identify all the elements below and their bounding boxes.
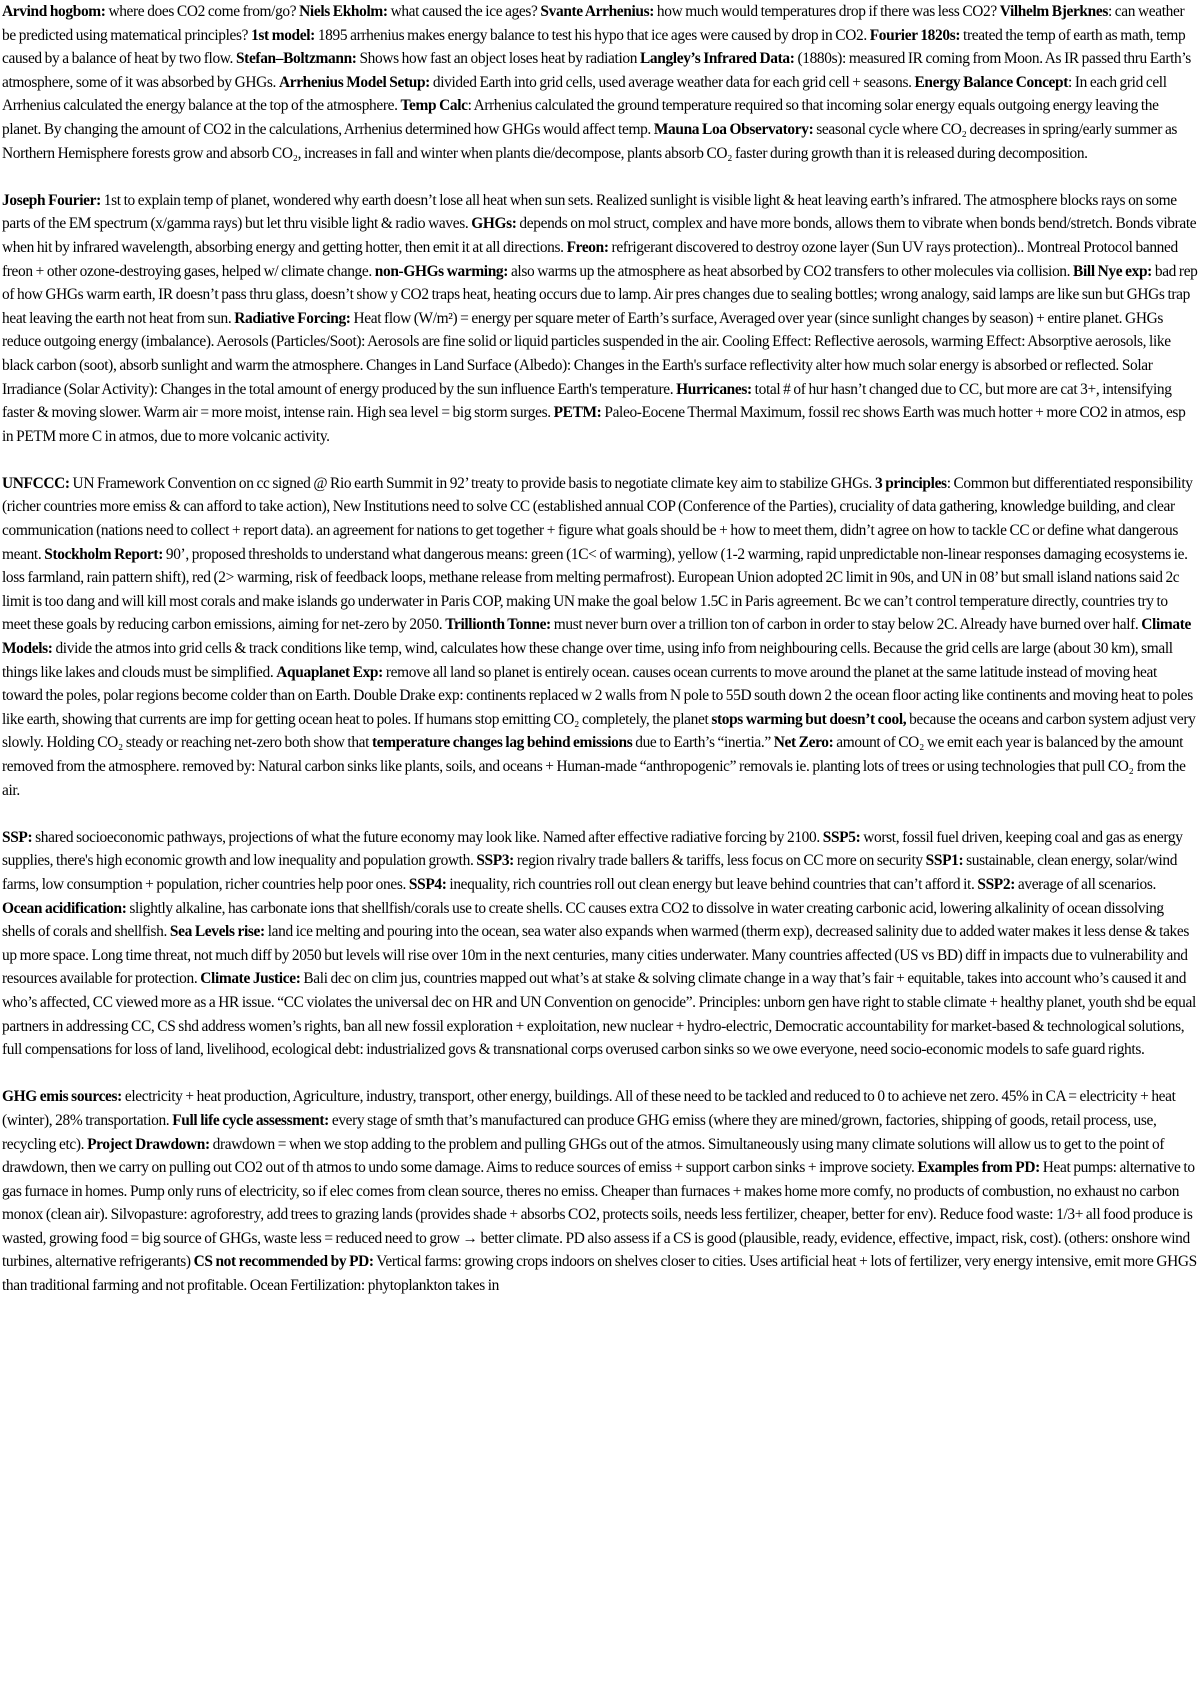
term-text: Heat pumps: alternative to gas furnace in homes. Pump only runs of electricity, so if elec comes from clean source, theres no emiss. Cheaper than furnaces + makes home more comfy, no products of combustion, no exhaust no carbon monox (clean air). Silvopasture: agroforestry, add trees to grazing lands (provides shade + absorbs CO2, protects soils, needs less fertilizer, cheaper, better for env). Reduce food waste: 1/3+ all food produce is wasted, growing food = big source of GHGs, waste less = reduced need to grow → better climate. PD also assess if a CS is good (plausible, ready, evidence, effective, impact, risk, cost). (others: onshore wind turbines, alternative refrigerants) [2,1159,1195,1271]
term-text: 1st to explain temp of planet, wondered why earth doesn’t lose all heat when sun sets. Realized sunlight is visible light & heat leaving earth’s infrared. The atmosphere blocks rays on some parts of the EM spectrum (x/gamma rays) but let thru visible light & radio waves. [2,191,1177,233]
term-label: Niels Ekholm: [299,3,388,20]
term-label: CS not recommended by PD: [193,1253,374,1271]
term-text: refrigerant discovered to destroy ozone layer (Sun UV rays protection).. Montreal Protocol banned freon + other ozone-destroying gases, helped w/ climate change. [2,238,1178,280]
term-label: Arvind hogbom: [2,3,106,20]
term-label: Aquaplanet Exp: [276,663,383,681]
term-text: how much would temperatures drop if there was less CO2? [654,3,1000,20]
term-text: UN Framework Convention on cc signed @ Rio earth Summit in 92’ treaty to provide basis to negotiate climate key aim to stabilize GHGs. [69,474,875,492]
term-text: : Arrhenius calculated the ground temperature required so that incoming solar energy equals outgoing energy leaving the planet. By changing the amount of CO2 in the calculations, Arrhenius determined how GHGs would affect temp. [2,97,1159,138]
term-label: SSP2: [977,875,1015,893]
term-text: every stage of smth that’s manufactured can produce GHG emiss (where they are mined/grown, factories, shipping of goods, retail process, use, recycling etc). [2,1111,1157,1153]
paragraph-greenhouse-effect [2,189,1198,449]
term-label: Temp Calc [400,97,468,115]
term-label: Trillionth Tonne: [445,616,551,634]
term-label: UNFCCC: [2,474,70,492]
paragraph-scientists [2,0,1198,165]
term-text: due to Earth’s “inertia.” [632,734,774,752]
term-text: 90’, proposed thresholds to understand what dangerous means: green (1C< of warming), yellow (1-2 warming, rapid unpredictable non-linear responses damaging ecosystems ie. loss farmland, rain pattern shift), red (2> warming, risk of feedback loops, methane release from melting permafrost). European Union adopted 2C limit in 90s, and UN in 08’ but small island nations said 2c limit is too dang and will kill most corals and make islands go underwater in Paris COP, making UN make the goal below 1.5C in Paris agreement. Bc we can’t control temperature directly, countries try to meet these goals by reducing carbon emissions, aiming for net-zero by 2050. [2,545,1188,634]
term-label: SSP1: [925,852,964,870]
term-text: amount of CO₂ we emit each year is balanced by the amount removed from the atmosphere. removed by: Natural carbon sinks like plants, soils, and oceans + Human-made “anthropogenic” removals ie. planting lots of trees or using technologies that pull CO₂ from the air. [2,734,1186,799]
term-text: Vertical farms: growing crops indoors on shelves closer to cities. Uses artificial heat + lots of fertilizer, very energy intensive, emit more GHGS than traditional farming and not profitable. Ocean Fertilization: phytoplankton takes in [2,1253,1197,1295]
term-label: Examples from PD: [917,1159,1040,1177]
term-text: : In each grid cell Arrhenius calculated the energy balance at the top of the atmosphere. [2,73,1167,115]
term-label: temperature changes lag behind emissions [371,734,633,752]
term-text: region rivalry trade ballers & tariffs, less focus on CC more on security [513,852,926,870]
term-text: depends on mol struct, complex and have more bonds, allows them to vibrate when bonds bend/stretch. Bonds vibrate when hit by infrared wavelength, absorbing energy and getting hotter, then emit it at all directions. [2,215,1197,256]
term-text: Heat flow (W/m²) = energy per square meter of Earth’s surface, Averaged over year (since sunlight changes by season) + entire planet. GHGs reduce outgoing energy (imbalance). Aerosols (Particles/Soot): Aerosols are fine solid or liquid particles suspended in the air. Cooling Effect: Reflective aerosols, warming Effect: Absorptive aerosols, like black carbon (soot), absorb sunlight and warm the atmosphere. Changes in Land Surface (Albedo): Changes in the Earth's surface reflectivity alter how much solar energy is absorbed or reflected. Solar Irradiance (Solar Activity): Changes in the total amount of energy produced by the sun influence Earth's temperature. [2,309,1171,398]
term-label: Climate Justice: [200,970,301,988]
term-text: (1880s): measured IR coming from Moon. As IR passed thru Earth’s atmosphere, some of it was absorbed by GHGs. [2,50,1191,91]
paragraph-policy-models [2,472,1198,802]
term-label: Mauna Loa Observatory: [653,120,814,138]
term-label: Full life cycle assessment: [172,1111,329,1129]
term-label: Arrhenius Model Setup: [278,73,430,91]
term-label: Project Drawdown: [87,1135,210,1153]
term-label: SSP3: [476,852,514,870]
term-label: stops warming but doesn’t cool, [711,710,907,728]
term-text: bad rep of how GHGs warm earth, IR doesn’t pass thru glass, doesn’t show y CO2 traps heat, heating occurs due to lamp. Air pres changes due to sealing bottles; wrong analogy, said lamps are like sun but GHGs trap heat leaving the earth not heat from sun. [2,262,1198,327]
term-text: inequality, rich countries roll out clean energy but leave behind countries that can’t afford it. [446,875,978,893]
term-label: Energy Balance Concept [914,73,1069,91]
term-text: what caused the ice ages? [387,3,541,20]
term-label: Freon: [566,238,609,256]
term-text: divided Earth into grid cells, used average weather data for each grid cell + seasons. [429,73,915,91]
term-label: Bill Nye exp: [1073,262,1152,280]
term-text: sustainable, clean energy, solar/wind farms, low consumption + population, richer countries help poor ones. [2,852,1178,893]
term-label: Svante Arrhenius: [540,3,655,20]
term-text: treated the temp of earth as math, temp caused by a balance of heat by two flow. [2,26,1186,68]
term-label: GHGs: [471,215,517,233]
term-label: Stefan–Boltzmann: [235,50,357,68]
term-text: : Common but differentiated responsibility (richer countries more emiss & can afford to take action), New Institutions need to solve CC (established annual COP (Conference of the Parties), cruciality of data gathering, knowledge building, and clear communication (nations need to collect + report data). an agreement for nations to get together + figure what goals should be + how to meet them, didn’t agree on how to tackle CC or define what dangerous meant. [2,474,1193,563]
term-text: average of all scenarios. [1014,875,1157,893]
term-text: land ice melting and pouring into the ocean, sea water also expands when warmed (therm exp), decreased salinity due to added water makes it less dense & takes up more space. Long time threat, not much diff by 2050 but levels will rise over 10m in the next centuries, many cities underwater. Many countries affected (US vs BD) diff in impacts due to vulnerability and resources available for protection. [2,923,1190,988]
term-label: Joseph Fourier: [2,191,101,209]
term-text: worst, fossil fuel driven, keeping coal and gas as energy supplies, there's high economic growth and low inequality and population growth. [2,828,1183,870]
term-label: Vilhelm Bjerknes [999,3,1108,20]
term-text: remove all land so planet is entirely ocean. causes ocean currents to move around the planet at the same latitude instead of moving heat toward the poles, polar regions become colder than on Earth. Double Drake exp: continents replaced w 2 walls from N pole to 55D south down 2 the ocean floor acting like continents and moving heat to poles like earth, showing that currents are imp for getting ocean heat to poles. If humans stop emitting CO₂ completely, the planet [2,663,1193,728]
term-label: Stockholm Report: [44,545,163,563]
term-text: slightly alkaline, has carbonate ions that shellfish/corals use to create shells. CC causes extra CO2 to dissolve in water creating carbonic acid, lowering alkalinity of ocean dissolving shells of corals and shellfish. [2,899,1164,941]
term-text: seasonal cycle where CO₂ decreases in spring/early summer as Northern Hemisphere forests grow and absorb CO₂, increases in fall and winter when plants die/decompose, plants absorb CO₂ faster during growth than it is released during decomposition. [2,120,1178,162]
term-text: also warms up the atmosphere as heat absorbed by CO2 transfers to other molecules via collision. [508,262,1074,280]
paragraph-solutions [2,1085,1198,1297]
term-text: Shows how fast an object loses heat by radiation [356,50,640,68]
term-text: : can weather be predicted using matematical principles? [2,3,1185,44]
paragraph-ssp-impacts [2,826,1198,1062]
term-label: non-GHGs warming: [374,262,509,280]
term-label: SSP4: [408,875,447,893]
term-label: 1st model: [251,26,315,44]
term-label: GHG emis sources: [2,1088,122,1106]
term-label: Sea Levels rise: [169,923,265,941]
term-text: Paleo-Eocene Thermal Maximum, fossil rec shows Earth was much hotter + more CO2 in atmos, esp in PETM more C in atmos, due to more volcanic activity. [2,404,1186,445]
term-text: 1895 arrhenius makes energy balance to test his hypo that ice ages were caused by drop in CO2. [314,26,870,44]
term-label: Net Zero: [773,734,834,752]
term-label: SSP: [2,828,33,846]
term-text: where does CO2 come from/go? [105,3,300,20]
term-text: because the oceans and carbon system adjust very slowly. Holding CO₂ steady or reaching net-zero both show that [2,710,1196,752]
term-label: Ocean acidification: [2,899,127,917]
term-text: must never burn over a trillion ton of carbon in order to stay below 2C. Already have burned over half. [550,616,1142,634]
term-label: 3 principles [874,474,947,492]
term-text: Bali dec on clim jus, countries mapped out what’s at stake & solving climate change in a way that’s fair + equitable, takes into account who’s caused it and who’s affected, CC viewed more as a HR issue. “CC violates the universal dec on HR and UN Convention on genocide”. Principles: unborn gen have right to stable climate + healthy planet, youth shd be equal partners in addressing CC, CS shd address women’s rights, ban all new fossil exploration + exploitation, new nuclear + hydro-electric, Democratic accountability for market-based & technological solutions, full compensations for loss of land, livelihood, ecological debt: industrialized govs & transnational corps overused carbon sinks so we owe everyone, need socio-economic models to safe guard rights. [2,970,1196,1059]
term-label: Climate Models: [2,616,1191,658]
term-text: total # of hur hasn’t changed due to CC, but more are cat 3+, intensifying faster & moving slower. Warm air = more moist, intense rain. High sea level = big storm surges. [2,380,1172,422]
term-text: shared socioeconomic pathways, projections of what the future economy may look like. Named after effective radiative forcing by 2100. [32,828,823,846]
term-label: SSP5: [822,828,861,846]
term-label: Fourier 1820s: [869,26,961,44]
term-text: drawdown = when we stop adding to the problem and pulling GHGs out of the atmos. Simultaneously using many climate solutions will allow us to get to the point of drawdown, then we carry on pulling out CO2 out of th atmos to undo some damage. Aims to reduce sources of emiss + support carbon sinks + improve society. [2,1135,1165,1177]
term-label: Radiative Forcing: [234,309,351,327]
term-label: Langley’s Infrared Data: [639,50,795,68]
term-label: PETM: [553,404,602,422]
term-label: Hurricanes: [676,380,752,398]
term-text: divide the atmos into grid cells & track conditions like temp, wind, calculates how these change over time, using info from neighbouring cells. Because the grid cells are large (about 30 km), small things like lakes and clouds must be simplified. [2,640,1173,681]
term-text: electricity + heat production, Agriculture, industry, transport, other energy, buildings. All of these need to be tackled and reduced to 0 to achieve net zero. 45% in CA = electricity + heat (winter), 28% transportation. [2,1088,1176,1129]
